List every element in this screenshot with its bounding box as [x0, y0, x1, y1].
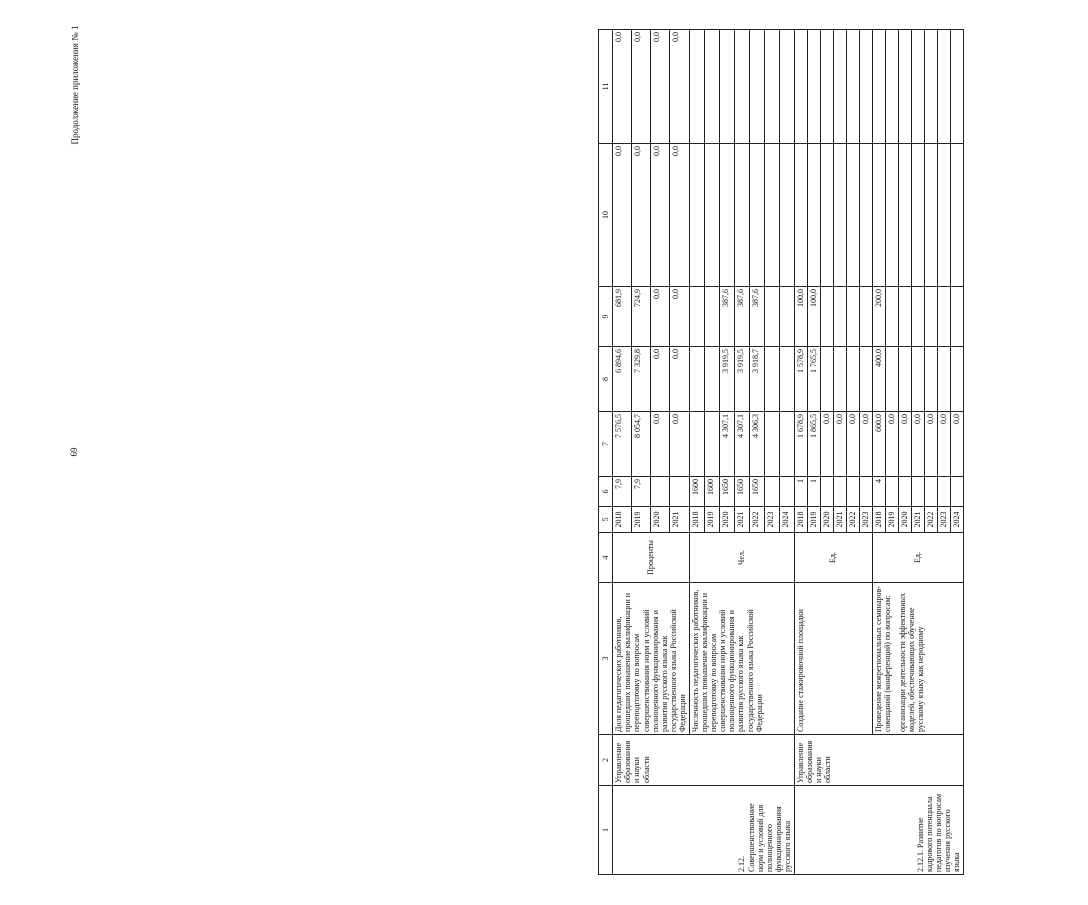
continuation-note: Продолжение приложения № 1	[70, 25, 80, 145]
col-header: 9	[599, 287, 613, 347]
year-cell: 2021	[911, 507, 924, 533]
value-cell: 4 307,1	[734, 412, 749, 477]
table-row	[794, 30, 807, 875]
value-cell: 1650	[749, 477, 764, 507]
value-cell	[833, 347, 846, 412]
value-cell: 0,0	[613, 30, 632, 144]
value-cell	[704, 30, 719, 144]
value-cell	[885, 30, 898, 144]
value-cell	[885, 287, 898, 347]
value-cell: 1 765,5	[807, 347, 820, 412]
value-cell	[764, 144, 779, 287]
value-cell: 0,0	[898, 412, 911, 477]
year-cell: 2019	[632, 507, 651, 533]
value-cell	[898, 347, 911, 412]
value-cell: 0,0	[859, 412, 872, 477]
value-cell: 387,6	[734, 287, 749, 347]
unit: Ед.	[794, 533, 872, 583]
value-cell: 4	[872, 477, 885, 507]
value-cell	[779, 477, 794, 507]
value-cell	[872, 30, 885, 144]
value-cell: 3 918,7	[749, 347, 764, 412]
value-cell	[833, 144, 846, 287]
year-cell: 2018	[794, 507, 807, 533]
value-cell	[911, 347, 924, 412]
value-cell: 0,0	[613, 144, 632, 287]
year-cell: 2020	[651, 507, 670, 533]
value-cell: 387,6	[749, 287, 764, 347]
value-cell	[937, 30, 950, 144]
value-cell: 1600	[704, 477, 719, 507]
col-header: 5	[599, 507, 613, 533]
value-cell	[779, 144, 794, 287]
value-cell: 7 329,8	[632, 347, 651, 412]
value-cell: 1	[807, 477, 820, 507]
activity-name: 2.12.1. Развитие кадрового потенциала педагогов по вопросам изучения русского языка	[794, 786, 963, 875]
value-cell: 400,0	[872, 347, 885, 412]
table-row	[613, 30, 632, 875]
value-cell: 0,0	[670, 144, 689, 287]
value-cell	[689, 30, 704, 144]
value-cell	[704, 144, 719, 287]
value-cell	[898, 30, 911, 144]
value-cell: 3 919,5	[734, 347, 749, 412]
value-cell: 0,0	[651, 144, 670, 287]
value-cell	[689, 347, 704, 412]
value-cell	[764, 30, 779, 144]
value-cell: 0,0	[632, 30, 651, 144]
year-cell: 2024	[779, 507, 794, 533]
value-cell: 7,9	[632, 477, 651, 507]
value-cell	[885, 347, 898, 412]
value-cell	[833, 477, 846, 507]
value-cell: 0,0	[911, 412, 924, 477]
value-cell: 724,9	[632, 287, 651, 347]
value-cell	[846, 347, 859, 412]
value-cell: 0,0	[950, 412, 963, 477]
value-cell	[779, 347, 794, 412]
value-cell	[719, 144, 734, 287]
value-cell	[794, 144, 807, 287]
value-cell: 7,9	[613, 477, 632, 507]
value-cell: 681,9	[613, 287, 632, 347]
value-cell	[924, 477, 937, 507]
value-cell	[950, 30, 963, 144]
value-cell	[820, 144, 833, 287]
value-cell: 8 054,7	[632, 412, 651, 477]
value-cell	[704, 412, 719, 477]
value-cell: 0,0	[846, 412, 859, 477]
value-cell	[833, 30, 846, 144]
activity-name: 2.12. Совершенствование норм и условий для полноценного функционирования русского языка	[613, 786, 795, 875]
value-cell: 600,0	[872, 412, 885, 477]
value-cell	[898, 477, 911, 507]
value-cell	[898, 144, 911, 287]
value-cell	[689, 144, 704, 287]
rotated-table-wrapper	[598, 30, 1088, 875]
col-header: 11	[599, 30, 613, 144]
year-cell: 2021	[833, 507, 846, 533]
table-body	[613, 30, 964, 875]
value-cell	[950, 347, 963, 412]
year-cell: 2018	[872, 507, 885, 533]
value-cell: 3 919,5	[719, 347, 734, 412]
executor: Управление образования и науки области	[794, 735, 963, 786]
value-cell: 4 306,3	[749, 412, 764, 477]
value-cell	[670, 477, 689, 507]
value-cell	[846, 287, 859, 347]
value-cell	[898, 287, 911, 347]
value-cell: 0,0	[670, 412, 689, 477]
value-cell: 0,0	[833, 412, 846, 477]
value-cell	[779, 412, 794, 477]
value-cell	[859, 30, 872, 144]
value-cell	[734, 30, 749, 144]
year-cell: 2021	[670, 507, 689, 533]
value-cell	[859, 287, 872, 347]
value-cell	[764, 412, 779, 477]
indicator-title	[794, 583, 872, 735]
value-cell	[950, 477, 963, 507]
value-cell	[794, 30, 807, 144]
value-cell	[911, 144, 924, 287]
value-cell	[846, 477, 859, 507]
value-cell	[859, 347, 872, 412]
value-cell	[749, 30, 764, 144]
value-cell	[924, 347, 937, 412]
year-cell: 2023	[859, 507, 872, 533]
value-cell: 200,0	[872, 287, 885, 347]
col-header: 10	[599, 144, 613, 287]
value-cell	[704, 347, 719, 412]
year-cell: 2022	[749, 507, 764, 533]
value-cell	[885, 144, 898, 287]
col-header: 1	[599, 786, 613, 875]
col-header: 6	[599, 477, 613, 507]
value-cell	[651, 477, 670, 507]
value-cell	[807, 30, 820, 144]
value-cell	[734, 144, 749, 287]
col-header: 2	[599, 735, 613, 786]
page-number: 69	[69, 447, 79, 457]
year-cell: 2024	[950, 507, 963, 533]
value-cell: 1 578,9	[794, 347, 807, 412]
value-cell: 1650	[734, 477, 749, 507]
value-cell	[924, 30, 937, 144]
value-cell	[704, 287, 719, 347]
value-cell: 0,0	[651, 287, 670, 347]
value-cell	[820, 347, 833, 412]
value-cell: 0,0	[820, 412, 833, 477]
indicator-subtext: организации деятельности эффективных моделей, обеспечивающих обучение русскому языку как неродному	[897, 593, 926, 732]
value-cell	[846, 30, 859, 144]
value-cell: 0,0	[885, 412, 898, 477]
value-cell: 0,0	[924, 412, 937, 477]
value-cell	[689, 412, 704, 477]
unit: Ед.	[872, 533, 963, 583]
indicator-text: Создание стажировочной площадки	[795, 609, 805, 732]
col-header: 8	[599, 347, 613, 412]
value-cell	[719, 30, 734, 144]
value-cell	[689, 287, 704, 347]
indicator-text: Численность педагогических работников, прошедших повышение квалификации и переподготовку по вопросам совершенствования норм и условий полноценного функционирования и развития русского языка как государственного языка Российской Федерации	[690, 589, 764, 732]
value-cell: 7 576,5	[613, 412, 632, 477]
value-cell	[820, 287, 833, 347]
year-cell: 2023	[937, 507, 950, 533]
value-cell: 0,0	[651, 412, 670, 477]
indicator-text: Проведение межрегиональных семинаров-совещаний (конференций) по вопросам:	[873, 586, 892, 732]
executor: Управление образования и науки области	[613, 735, 795, 786]
value-cell: 1 678,9	[794, 412, 807, 477]
value-cell: 0,0	[670, 30, 689, 144]
unit: Проценты	[613, 533, 690, 583]
indicator-title	[872, 583, 963, 735]
value-cell	[820, 477, 833, 507]
year-cell: 2018	[613, 507, 632, 533]
value-cell	[911, 287, 924, 347]
value-cell: 0,0	[670, 347, 689, 412]
year-cell: 2022	[924, 507, 937, 533]
value-cell	[924, 144, 937, 287]
value-cell	[764, 477, 779, 507]
indicator-title	[689, 583, 794, 735]
value-cell: 0,0	[651, 347, 670, 412]
value-cell	[846, 144, 859, 287]
value-cell: 0,0	[937, 412, 950, 477]
value-cell: 6 894,6	[613, 347, 632, 412]
value-cell	[937, 144, 950, 287]
value-cell: 4 307,1	[719, 412, 734, 477]
year-cell: 2020	[898, 507, 911, 533]
value-cell: 1 865,5	[807, 412, 820, 477]
value-cell	[937, 477, 950, 507]
value-cell: 0,0	[670, 287, 689, 347]
value-cell	[937, 347, 950, 412]
value-cell: 100,0	[807, 287, 820, 347]
value-cell	[950, 287, 963, 347]
value-cell: 387,6	[719, 287, 734, 347]
value-cell: 1	[794, 477, 807, 507]
value-cell	[885, 477, 898, 507]
indicator-title	[613, 583, 690, 735]
value-cell	[859, 477, 872, 507]
value-cell	[872, 144, 885, 287]
value-cell: 1600	[689, 477, 704, 507]
value-cell	[937, 287, 950, 347]
year-cell: 2018	[689, 507, 704, 533]
value-cell	[950, 144, 963, 287]
col-header: 3	[599, 583, 613, 735]
value-cell: 1650	[719, 477, 734, 507]
year-cell: 2021	[734, 507, 749, 533]
col-header: 7	[599, 412, 613, 477]
value-cell: 0,0	[651, 30, 670, 144]
program-table	[598, 29, 964, 875]
header-row	[599, 30, 613, 875]
value-cell	[764, 287, 779, 347]
value-cell	[859, 144, 872, 287]
value-cell	[833, 287, 846, 347]
value-cell	[764, 347, 779, 412]
unit: Чел.	[689, 533, 794, 583]
value-cell	[911, 477, 924, 507]
year-cell: 2019	[885, 507, 898, 533]
year-cell: 2019	[807, 507, 820, 533]
year-cell: 2023	[764, 507, 779, 533]
year-cell: 2022	[846, 507, 859, 533]
year-cell: 2020	[719, 507, 734, 533]
value-cell: 100,0	[794, 287, 807, 347]
value-cell	[807, 144, 820, 287]
year-cell: 2020	[820, 507, 833, 533]
indicator-text: Доля педагогических работников, прошедших повышение квалификации и переподготовку по вопросам совершенствования норм и условий полноценного функционирования и развития русского языка как государственного языка Российской Федерации	[614, 592, 688, 732]
value-cell	[820, 30, 833, 144]
value-cell	[779, 30, 794, 144]
value-cell	[749, 144, 764, 287]
year-cell: 2019	[704, 507, 719, 533]
value-cell	[911, 30, 924, 144]
value-cell: 0,0	[632, 144, 651, 287]
col-header: 4	[599, 533, 613, 583]
value-cell	[779, 287, 794, 347]
value-cell	[924, 287, 937, 347]
